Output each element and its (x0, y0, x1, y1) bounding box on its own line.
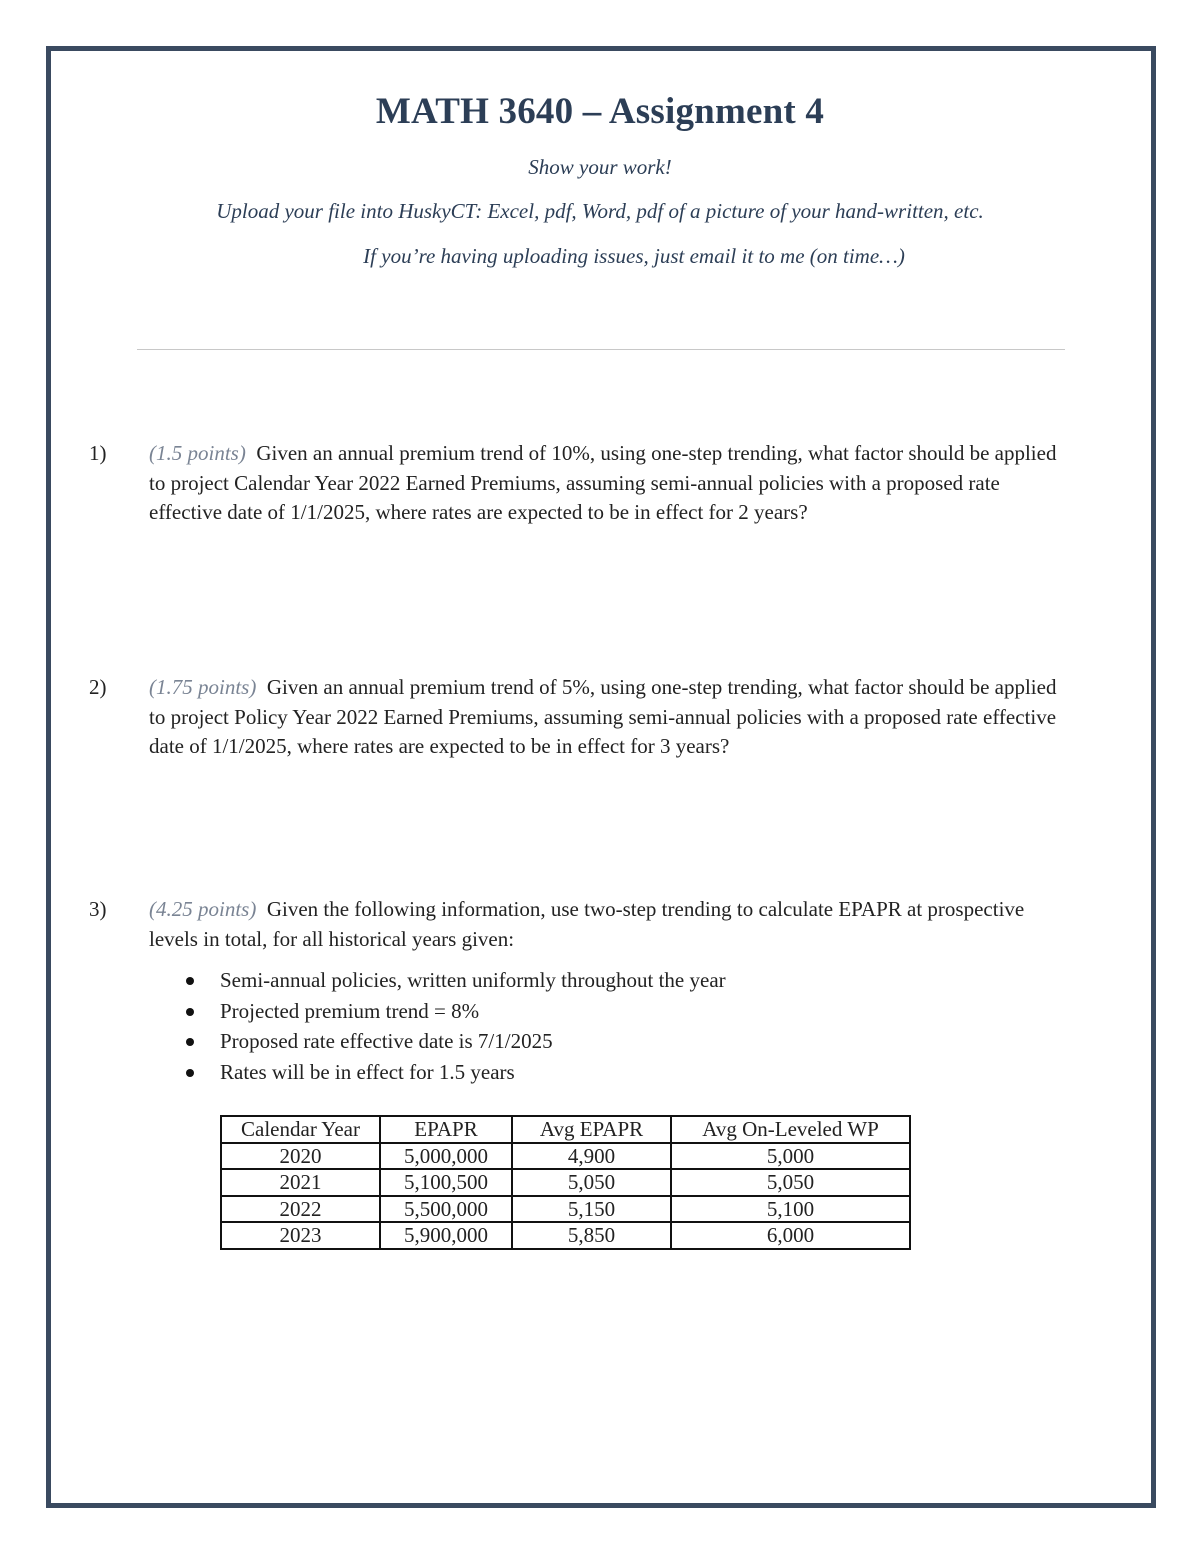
instruction-upload: Upload your file into HuskyCT: Excel, pdf, Word, pdf of a picture of your hand-written, etc. (216, 199, 984, 223)
table-row (221, 1196, 910, 1223)
question-number: 3) (89, 897, 107, 921)
question-body: Given an annual premium trend of 10%, using one-step trending, what factor should be applied to project Calendar Year 2022 Earned Premiums, assuming semi-annual policies with a proposed rate effective date of 1/1/2025, where rates are expected to be in effect for 2 years? (149, 441, 1057, 524)
table-cell: 2020 (221, 1143, 380, 1170)
bullet-icon (186, 977, 194, 985)
table-cell: 5,150 (512, 1196, 671, 1223)
question-points: (4.25 points) (149, 897, 257, 921)
table-cell: 6,000 (671, 1222, 910, 1249)
bullet-icon (186, 1069, 194, 1077)
list-item-text: Semi-annual policies, written uniformly throughout the year (220, 968, 726, 992)
table-cell: 5,050 (512, 1169, 671, 1196)
question-points: (1.5 points) (149, 441, 246, 465)
question-text (149, 673, 1067, 762)
instruction-show-work: Show your work! (528, 155, 672, 179)
list-item (184, 996, 726, 1027)
question-text (149, 895, 1067, 954)
column-header-epapr: EPAPR (380, 1116, 512, 1143)
column-header-calendar-year: Calendar Year (221, 1116, 380, 1143)
question-text (149, 439, 1067, 528)
table-cell: 5,050 (671, 1169, 910, 1196)
question-body: Given an annual premium trend of 5%, using one-step trending, what factor should be applied to project Policy Year 2022 Earned Premiums, assuming semi-annual policies with a proposed rate effective date of 1/1/2025, where rates are expected to be in effect for 3 years? (149, 675, 1057, 758)
instruction-email: If you’re having uploading issues, just email it to me (on time…) (363, 244, 905, 268)
table-row (221, 1169, 910, 1196)
question-number: 1) (89, 441, 107, 465)
bullet-icon (186, 1038, 194, 1046)
column-header-avg-epapr: Avg EPAPR (512, 1116, 671, 1143)
table-cell: 5,000 (671, 1143, 910, 1170)
table-cell: 5,100 (671, 1196, 910, 1223)
list-item-text: Projected premium trend = 8% (220, 998, 480, 1023)
question-points: (1.75 points) (149, 675, 257, 699)
table-cell: 4,900 (512, 1143, 671, 1170)
table-header-row (221, 1116, 910, 1143)
premium-data-table (220, 1115, 911, 1250)
table-cell: 5,500,000 (380, 1196, 512, 1223)
table-cell: 5,850 (512, 1222, 671, 1249)
table-cell: 5,900,000 (380, 1222, 512, 1249)
question-number: 2) (89, 675, 107, 699)
column-header-avg-on-leveled-wp: Avg On-Leveled WP (671, 1116, 910, 1143)
table-cell: 5,000,000 (380, 1143, 512, 1170)
section-divider (137, 349, 1065, 350)
table-cell: 2021 (221, 1169, 380, 1196)
list-item-text: Proposed rate effective date is 7/1/2025 (220, 1029, 553, 1053)
table-row (221, 1222, 910, 1249)
table-row (221, 1143, 910, 1170)
table-cell: 5,100,500 (380, 1169, 512, 1196)
table-cell: 2022 (221, 1196, 380, 1223)
page-title: MATH 3640 – Assignment 4 (375, 91, 825, 132)
list-item-text: Rates will be in effect for 1.5 years (220, 1059, 515, 1084)
list-item (184, 1057, 726, 1088)
question-3-bullet-list (184, 965, 726, 1087)
question-body: Given the following information, use two-step trending to calculate EPAPR at prospective levels in total, for all historical years given: (149, 897, 1025, 951)
list-item (184, 1026, 726, 1057)
list-item (184, 965, 726, 996)
bullet-icon (186, 1008, 194, 1016)
table-cell: 2023 (221, 1222, 380, 1249)
